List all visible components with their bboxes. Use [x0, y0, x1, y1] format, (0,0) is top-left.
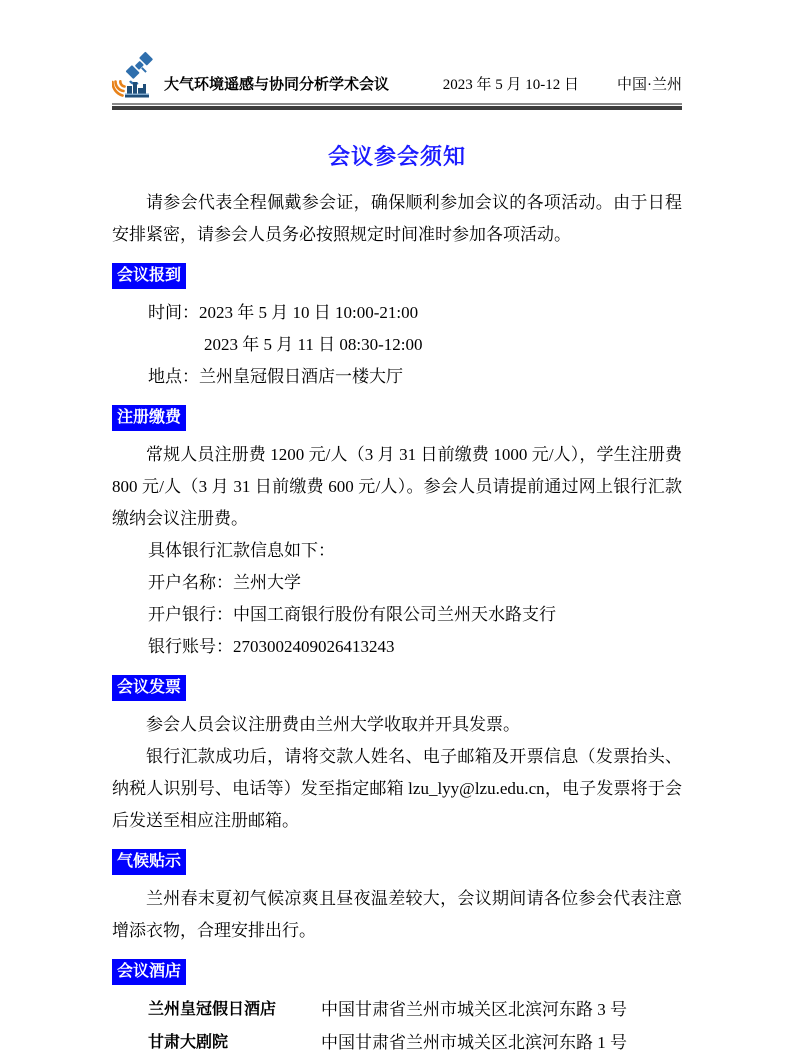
section-heading-registration: 会议报到 [112, 263, 186, 289]
bank-intro-line: 具体银行汇款信息如下： [148, 541, 335, 560]
account-number-label: 银行账号： [148, 637, 233, 656]
section-heading-climate: 气候贴示 [112, 849, 186, 875]
section-invoice [112, 663, 682, 709]
account-number-value: 2703002409026413243 [233, 637, 395, 656]
section-heading-payment: 注册缴费 [112, 405, 186, 431]
time-value-2: 2023 年 5 月 11 日 08:30-12:00 [204, 335, 423, 354]
hotel-name: 甘肃大剧院 [148, 1034, 229, 1051]
hotel-name: 兰州皇冠假日酒店 [148, 1001, 277, 1018]
time-label: 时间： [148, 303, 199, 322]
account-number-line [112, 631, 682, 663]
section-heading-hotels: 会议酒店 [112, 959, 186, 985]
hotel-row [112, 993, 682, 1026]
hotel-address: 中国甘肃省兰州市城关区北滨河东路 1 号 [321, 1033, 627, 1052]
time-value-1: 2023 年 5 月 10 日 10:00-21:00 [199, 303, 419, 322]
registration-time-line [112, 297, 682, 329]
bank-value: 中国工商银行股份有限公司兰州天水路支行 [233, 605, 556, 624]
section-heading-invoice: 会议发票 [112, 675, 186, 701]
registration-time-line-2 [112, 329, 682, 361]
satellite-remote-sensing-icon [112, 50, 156, 98]
conference-date: 2023 年 5 月 10-12 日 [442, 77, 579, 93]
invoice-paragraph-1: 参会人员会议注册费由兰州大学收取并开具发票。 [146, 715, 520, 734]
account-name-value: 兰州大学 [233, 573, 301, 592]
intro-paragraph: 请参会代表全程佩戴参会证，确保顺利参加会议的各项活动。由于日程安排紧密，请参会人员务必按照规定时间准时参加各项活动。 [112, 193, 682, 244]
hotel-address: 中国甘肃省兰州市城关区北滨河东路 3 号 [321, 1000, 627, 1019]
page-title: 会议参会须知 [327, 144, 466, 169]
invoice-paragraph-2: 银行汇款成功后，请将交款人姓名、电子邮箱及开票信息（发票抬头、纳税人识别号、电话等）发至指定邮箱 lzu_lyy@lzu.edu.cn，电子发票将于会后发送至相应注册邮箱。 [112, 747, 682, 830]
page-header [112, 50, 682, 98]
place-value: 兰州皇冠假日酒店一楼大厅 [199, 367, 403, 386]
bank-label: 开户银行： [148, 605, 233, 624]
account-name-label: 开户名称： [148, 573, 233, 592]
conference-title: 大气环境遥感与协同分析学术会议 [164, 76, 390, 93]
section-climate [112, 837, 682, 883]
section-registration [112, 251, 682, 297]
bank-line [112, 599, 682, 631]
registration-place-line [112, 361, 682, 393]
section-hotels [112, 947, 682, 993]
climate-paragraph: 兰州春末夏初气候凉爽且昼夜温差较大，会议期间请各位参会代表注意增添衣物，合理安排出行。 [112, 889, 682, 940]
conference-location: 中国·兰州 [617, 77, 682, 93]
place-label: 地点： [148, 367, 199, 386]
payment-paragraph: 常规人员注册费 1200 元/人（3 月 31 日前缴费 1000 元/人），学生注册费 800 元/人（3 月 31 日前缴费 600 元/人）。参会人员请提前通过网上银行汇款缴纳会议注册费。 [112, 445, 682, 528]
hotel-row [112, 1026, 682, 1059]
section-payment [112, 393, 682, 439]
header-divider [112, 103, 682, 110]
account-name-line [112, 567, 682, 599]
